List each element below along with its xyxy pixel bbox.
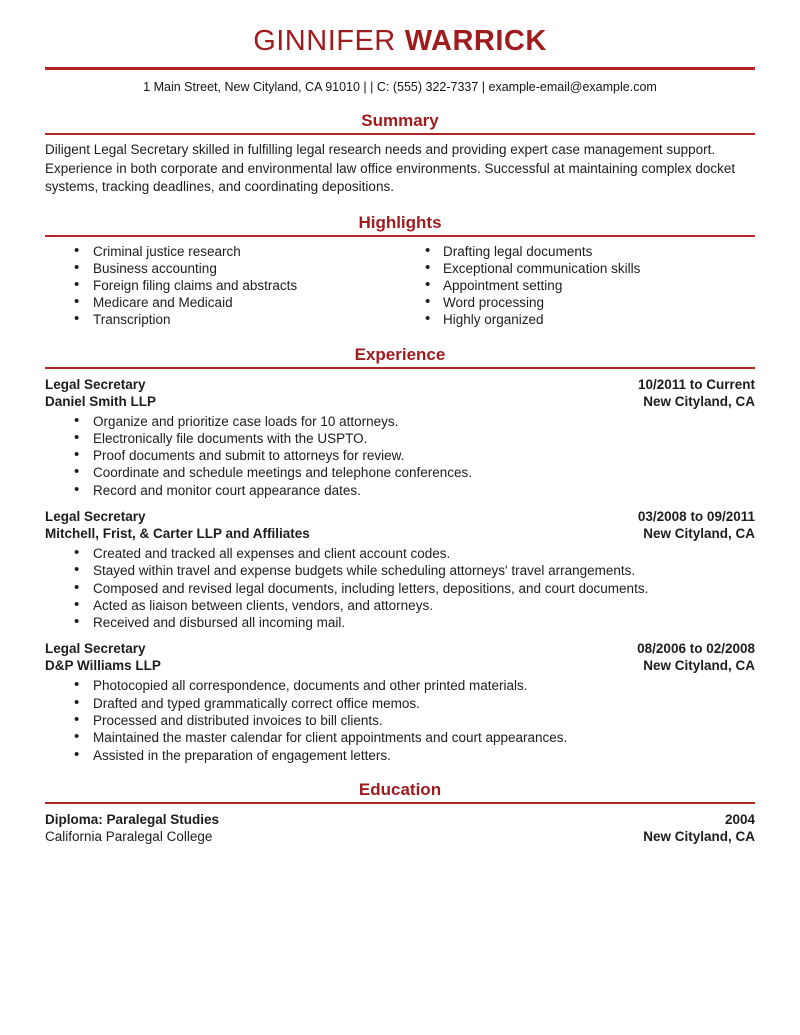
highlight-item: • Medicare and Medicaid (45, 294, 400, 311)
education-degree: Diploma: Paralegal Studies (45, 811, 220, 827)
job-dates: 10/2011 to Current (637, 376, 755, 392)
job-bullet: • Drafted and typed grammatically correct office memos. (45, 695, 755, 712)
job-bullets (45, 545, 755, 631)
job-dates: 03/2008 to 09/2011 (637, 509, 755, 524)
highlights-list-left (45, 243, 400, 329)
job-bullet: • Created and tracked all expenses and client account codes. (45, 545, 755, 562)
highlight-item: • Highly organized (400, 311, 755, 328)
education-location: New Cityland, CA (643, 828, 755, 844)
job-bullet: • Composed and revised legal documents, including letters, depositions, and court documents. (45, 580, 755, 597)
candidate-name (45, 24, 755, 58)
job-bullets (45, 413, 755, 499)
contact-line: 1 Main Street, New Cityland, CA 91010 | | C: (555) 322-7337 | example-email@example.com (143, 80, 657, 94)
job-entry (45, 376, 755, 499)
highlight-item: • Exceptional communication skills (400, 260, 755, 277)
first-name: GINNIFER (253, 25, 396, 57)
job-bullet: • Electronically file documents with the USPTO. (45, 430, 755, 447)
job-subheader (45, 657, 755, 674)
highlight-item: • Word processing (400, 294, 755, 311)
job-header (45, 376, 755, 393)
education-header (45, 811, 755, 828)
job-location: New Cityland, CA (643, 658, 755, 674)
section-title-highlights: Highlights (45, 212, 755, 237)
job-location: New Cityland, CA (643, 393, 755, 409)
education-year: 2004 (724, 811, 755, 827)
section-title-education: Education (45, 779, 755, 804)
job-title: Legal Secretary (45, 641, 146, 657)
job-bullet: • Proof documents and submit to attorneys for review. (45, 447, 755, 464)
job-location: New Cityland, CA (643, 526, 755, 541)
job-subheader (45, 525, 755, 542)
highlight-item: • Business accounting (45, 260, 400, 277)
job-header (45, 640, 755, 657)
highlights-columns (45, 241, 755, 329)
job-bullets (45, 677, 755, 763)
highlight-item: • Appointment setting (400, 277, 755, 294)
education-subheader (45, 828, 755, 845)
job-bullet: • Received and disbursed all incoming mail. (45, 614, 755, 631)
section-title-summary: Summary (45, 110, 755, 135)
job-bullet: • Stayed within travel and expense budgets while scheduling attorneys' travel arrangements. (45, 562, 755, 579)
section-title-experience: Experience (45, 344, 755, 369)
highlight-item: • Drafting legal documents (400, 243, 755, 260)
job-entry (45, 640, 755, 763)
job-company: D&P Williams LLP (45, 658, 161, 674)
job-bullet: • Photocopied all correspondence, documents and other printed materials. (45, 677, 755, 694)
job-bullet: • Maintained the master calendar for client appointments and court appearances. (45, 729, 755, 746)
job-bullet: • Acted as liaison between clients, vendors, and attorneys. (45, 597, 755, 614)
job-bullet: • Organize and prioritize case loads for 10 attorneys. (45, 413, 755, 430)
summary-text: Diligent Legal Secretary skilled in fulfilling legal research needs and providing expert case management support. Experience in both corporate and environmental law office environments. Successful at maintaining complex docket systems, tracking deadlines, and coordinating depositions. (45, 142, 736, 194)
highlight-item: • Foreign filing claims and abstracts (45, 277, 400, 294)
education-school: California Paralegal College (45, 828, 213, 844)
highlight-item: • Criminal justice research (45, 243, 400, 260)
job-bullet: • Processed and distributed invoices to bill clients. (45, 712, 755, 729)
education-entry (45, 811, 755, 845)
job-dates: 08/2006 to 02/2008 (637, 641, 755, 657)
job-company: Daniel Smith LLP (45, 393, 157, 409)
job-entry (45, 508, 755, 631)
job-company: Mitchell, Frist, & Carter LLP and Affiliates (45, 526, 310, 541)
highlights-list-right (400, 243, 755, 329)
job-header (45, 508, 755, 525)
header-divider (45, 67, 755, 70)
job-bullet: • Coordinate and schedule meetings and telephone conferences. (45, 464, 755, 481)
job-title: Legal Secretary (45, 509, 146, 524)
last-name: WARRICK (404, 25, 547, 57)
job-bullet: • Record and monitor court appearance dates. (45, 482, 755, 499)
job-subheader (45, 393, 755, 410)
job-bullet: • Assisted in the preparation of engagement letters. (45, 747, 755, 764)
job-title: Legal Secretary (45, 376, 146, 392)
highlight-item: • Transcription (45, 311, 400, 328)
